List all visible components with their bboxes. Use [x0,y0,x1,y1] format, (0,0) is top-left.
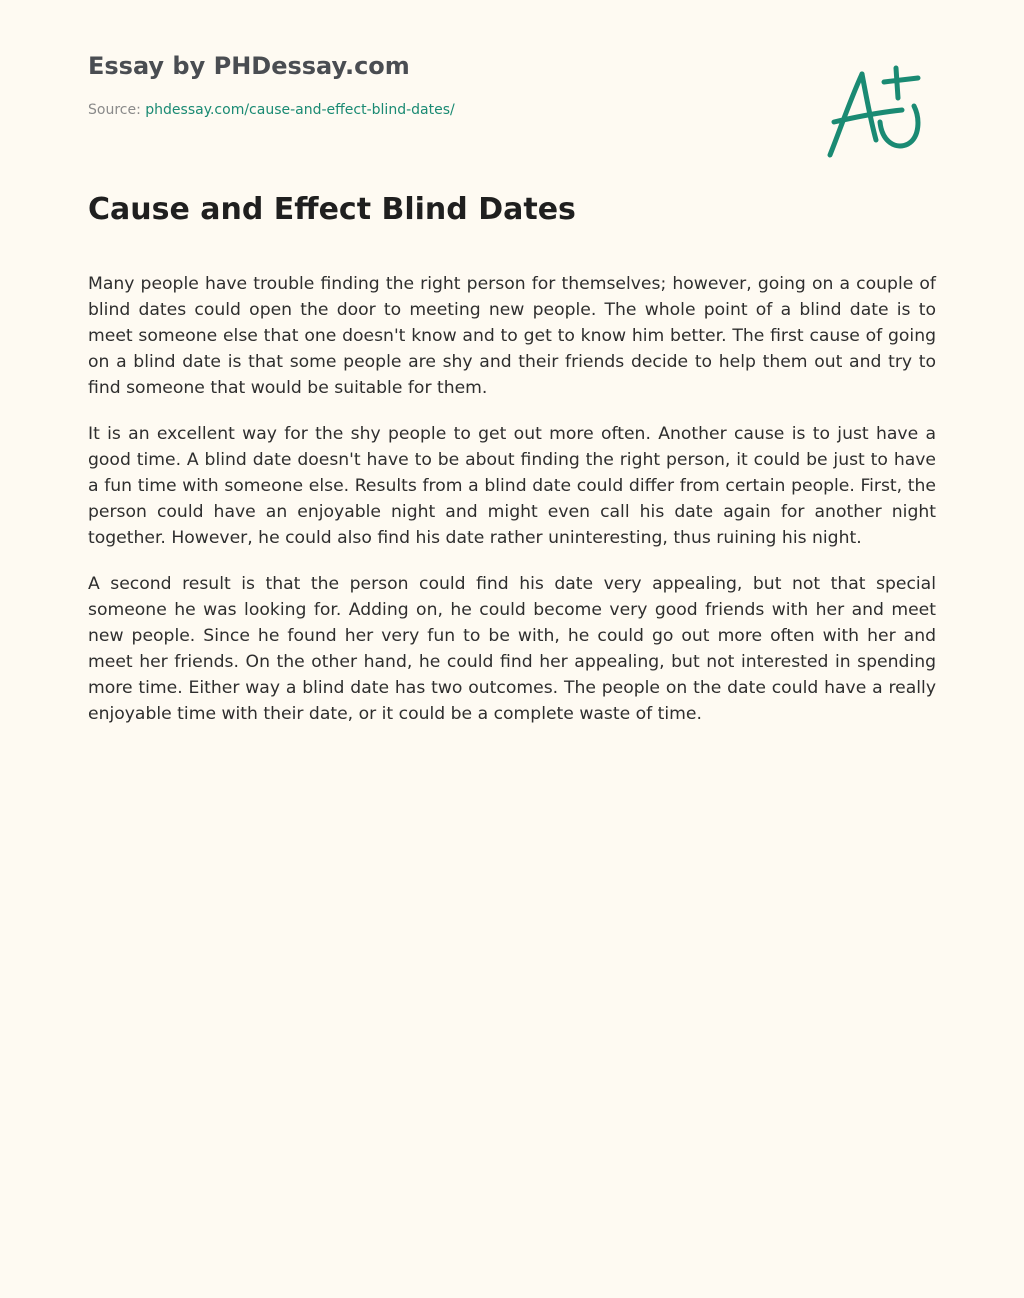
essay-paragraph-1: Many people have trouble finding the right person for themselves; however, going on a couple of blind dates could open the door to meeting new people. The whole point of a blind date is to meet someone else that one doesn't know and to get to know him better. The first cause of going on a blind date is that some people are shy and their friends decide to help them out and try to find someone that would be suitable for them. [88,274,936,398]
a-plus-logo-graphic [820,60,930,165]
page-header [88,50,788,120]
site-title: Essay by PHDessay.com [88,52,410,80]
source-label: Source: [88,102,141,118]
essay-paragraph-3: A second result is that the person could find his date very appealing, but not that special someone he was looking for. Adding on, he could become very good friends with her and meet new people. Since he found her very fun to be with, he could go out more often with her and meet her friends. On the other hand, he could find her appealing, but not interested in spending more time. Either way a blind date has two outcomes. The people on the date could have a really enjoyable time with their date, or it could be a complete waste of time. [88,574,936,724]
a-plus-logo-icon [820,60,930,165]
essay-paragraph-2: It is an excellent way for the shy people to get out more often. Another cause is to just have a good time. A blind date doesn't have to be about finding the right person, it could be just to have a fun time with someone else. Results from a blind date could differ from certain people. First, the person could have an enjoyable night and might even call his date again for another night together. However, he could also find his date rather uninteresting, thus ruining his night. [88,424,936,548]
essay-title: Cause and Effect Blind Dates [88,192,576,227]
source-link[interactable]: phdessay.com/cause-and-effect-blind-dates/ [145,102,455,118]
source-line [88,100,788,120]
essay-body [88,271,936,747]
